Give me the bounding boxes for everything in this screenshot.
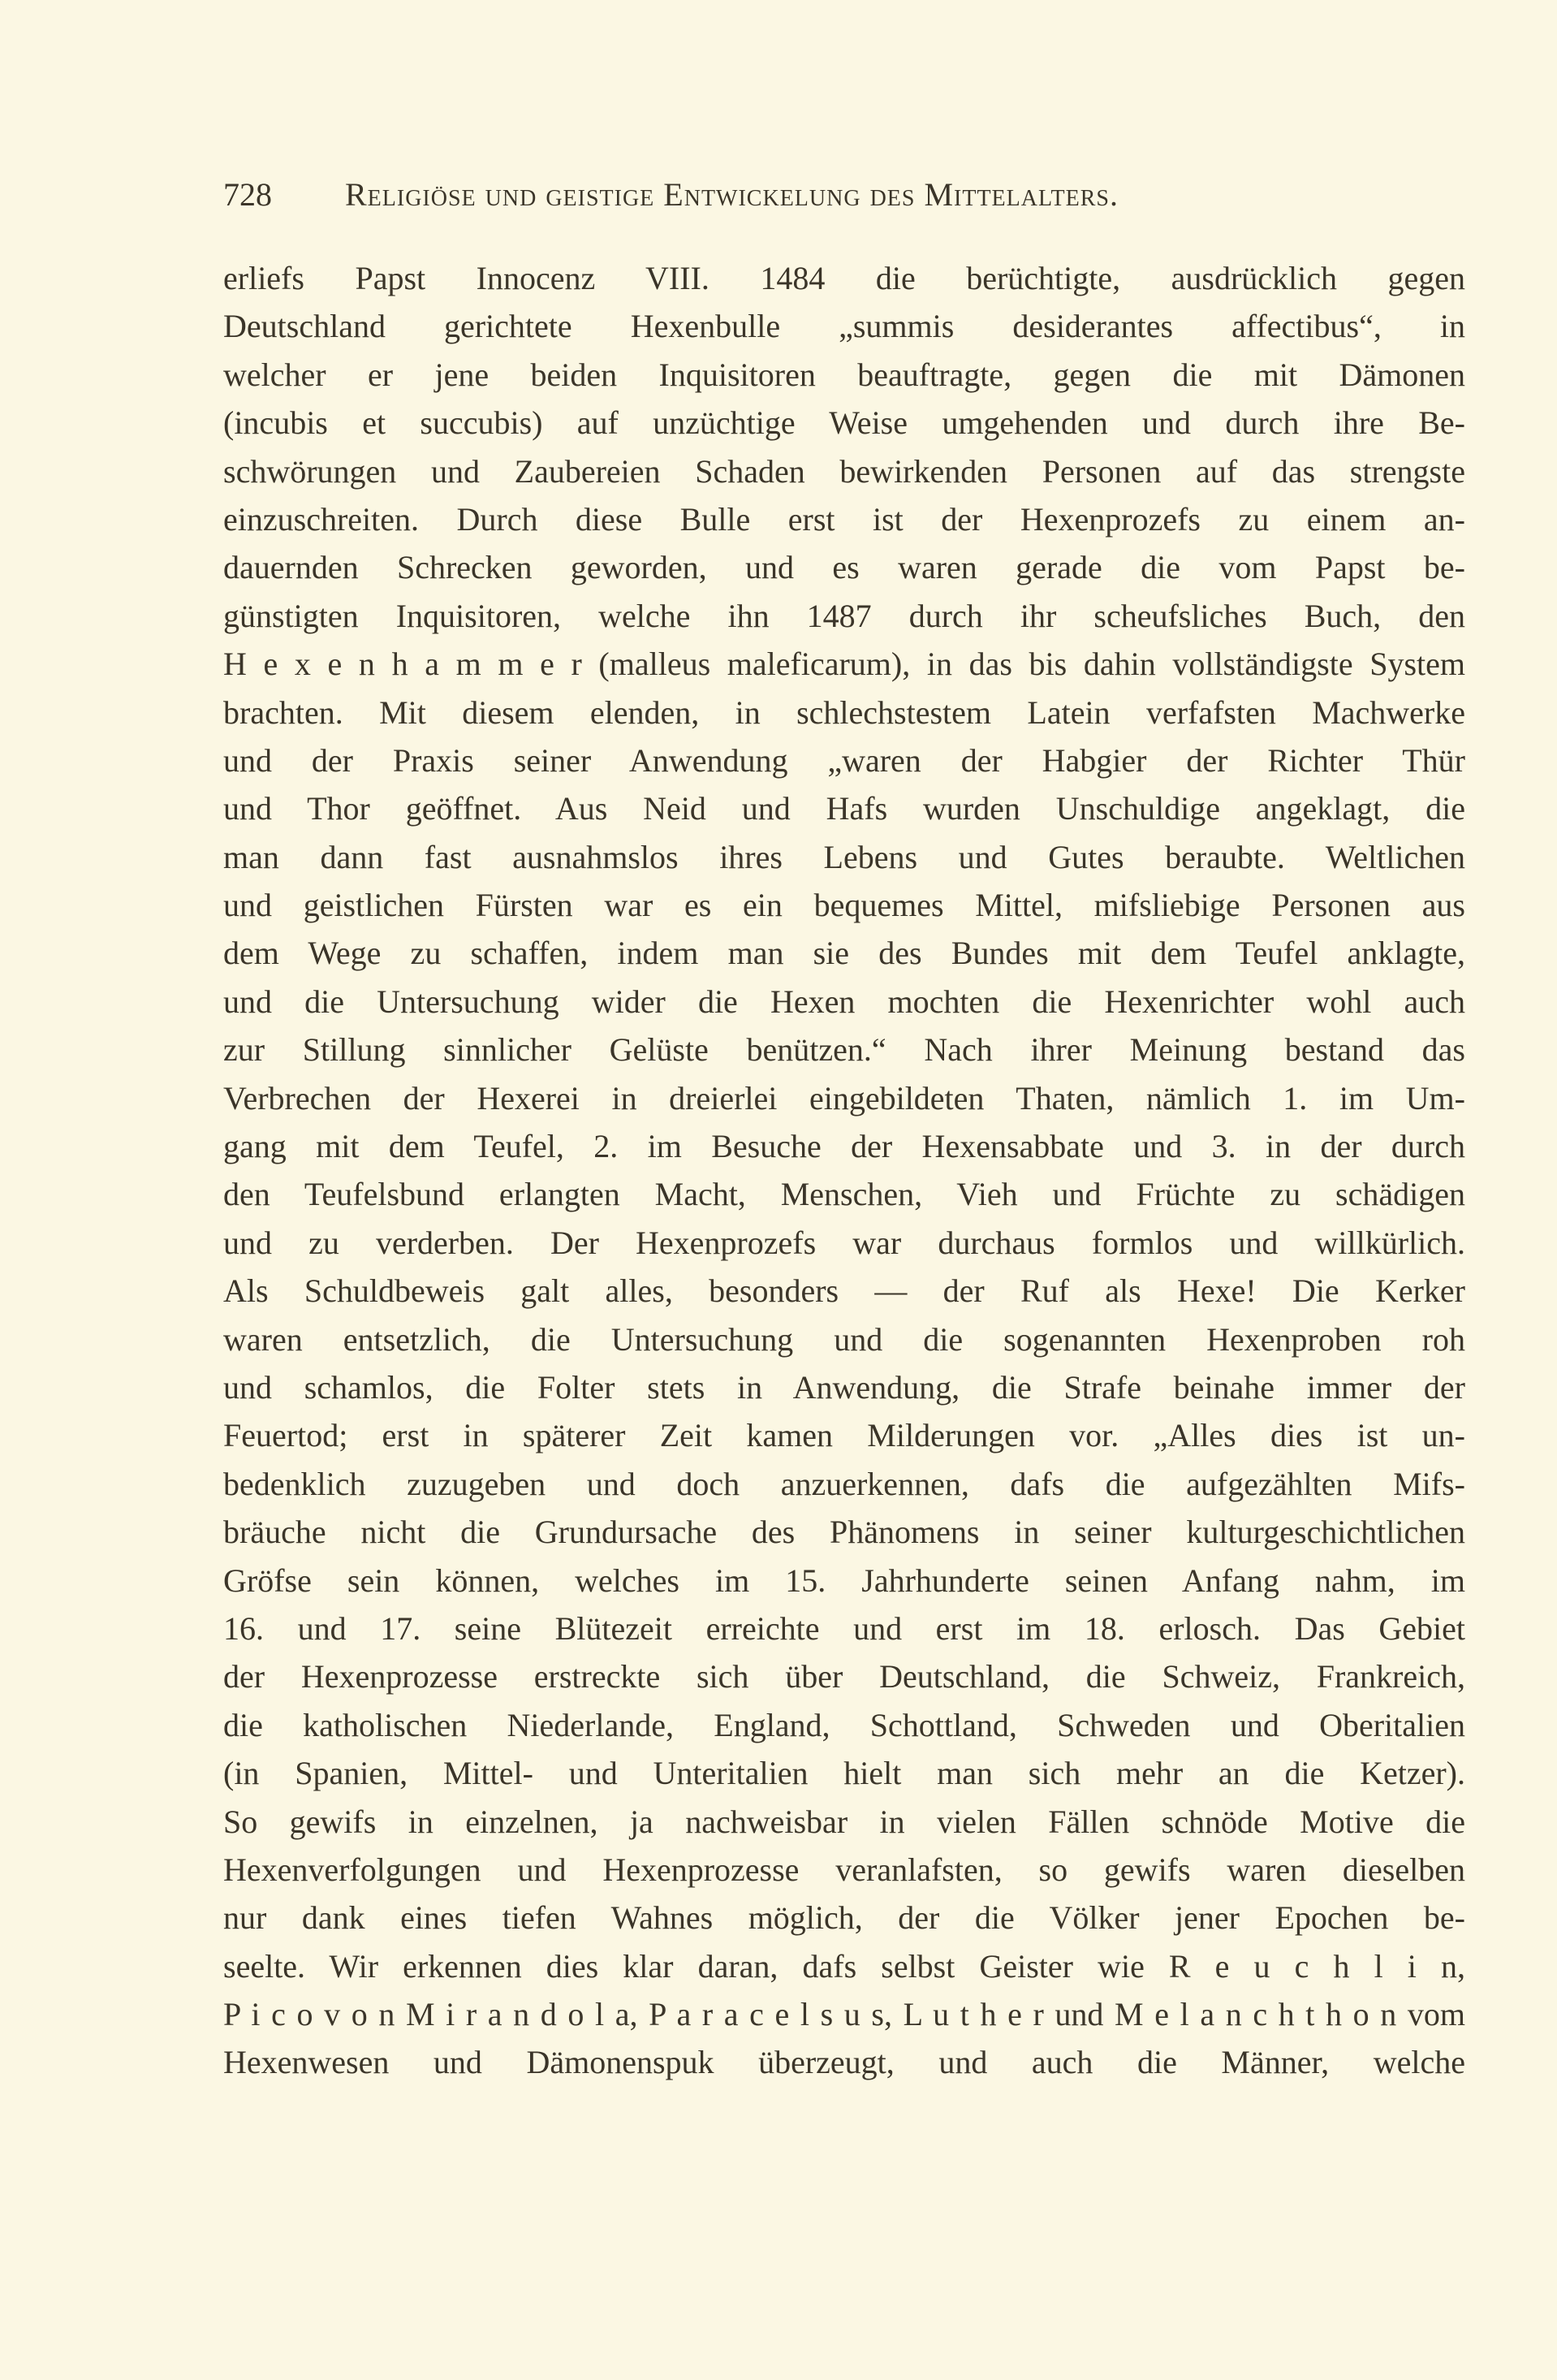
text-line: Feuertod; erst in späterer Zeit kamen Milderungen vor. „Alles dies ist un- [223, 1417, 1465, 1454]
text-line: den Teufelsbund erlangten Macht, Menschen, Vieh und Früchte zu schädigen [223, 1176, 1465, 1213]
text-line: (incubis et succubis) auf unzüchtige Weise umgehenden und durch ihre Be- [223, 404, 1465, 442]
text-line: man dann fast ausnahmslos ihres Lebens und Gutes beraubte. Weltlichen [223, 838, 1465, 875]
text-line: Hexenverfolgungen und Hexenprozesse veranlafsten, so gewifs waren dieselben [223, 1851, 1465, 1888]
text-line: und Thor geöffnet. Aus Neid und Hafs wurden Unschuldige angeklagt, die [223, 790, 1465, 827]
page-number: 728 [223, 176, 272, 213]
text-line: 16. und 17. seine Blütezeit erreichte und erst im 18. erlosch. Das Gebiet [223, 1609, 1465, 1647]
text-line: günstigten Inquisitoren, welche ihn 1487 durch ihr scheufsliches Buch, den [223, 597, 1465, 634]
text-line: dauernden Schrecken geworden, und es waren gerade die vom Papst be- [223, 549, 1465, 586]
text-line: die katholischen Niederlande, England, Schottland, Schweden und Oberitalien [223, 1706, 1465, 1743]
text-line: erliefs Papst Innocenz VIII. 1484 die berüchtigte, ausdrücklich gegen [223, 260, 1465, 296]
text-line: So gewifs in einzelnen, ja nachweisbar in vielen Fällen schnöde Motive die [223, 1803, 1465, 1840]
text-line: dem Wege zu schaffen, indem man sie des Bundes mit dem Teufel anklagte, [223, 935, 1465, 972]
text-line: schwörungen und Zaubereien Schaden bewirkenden Personen auf das strengste [223, 452, 1465, 490]
text-line: nur dank eines tiefen Wahnes möglich, der die Völker jener Epochen be- [223, 1899, 1465, 1937]
text-line: bedenklich zuzugeben und doch anzuerkennen, dafs die aufgezählten Mifs- [223, 1465, 1465, 1502]
text-line: zur Stillung sinnlicher Gelüste benützen.“ Nach ihrer Meinung bestand das [223, 1031, 1465, 1069]
text-line: der Hexenprozesse erstreckte sich über Deutschland, die Schweiz, Frankreich, [223, 1658, 1465, 1695]
text-line: waren entsetzlich, die Untersuchung und die sogenannten Hexenproben roh [223, 1320, 1465, 1358]
text-line: welcher er jene beiden Inquisitoren beauftragte, gegen die mit Dämonen [223, 356, 1465, 393]
text-line: gang mit dem Teufel, 2. im Besuche der Hexensabbate und 3. in der durch [223, 1128, 1465, 1165]
running-title: Religiöse und geistige Entwickelung des Mittelalters. [345, 176, 1119, 213]
text-line: (in Spanien, Mittel- und Unteritalien hielt man sich mehr an die Ketzer). [223, 1755, 1465, 1792]
text-line: Deutschland gerichtete Hexenbulle „summis desiderantes affectibus“, in [223, 308, 1465, 345]
text-line: Verbrechen der Hexerei in dreierlei eingebildeten Thaten, nämlich 1. im Um- [223, 1079, 1465, 1117]
text-line: und geistlichen Fürsten war es ein bequemes Mittel, mifsliebige Personen aus [223, 887, 1465, 924]
text-line: und der Praxis seiner Anwendung „waren der Habgier der Richter Thür [223, 741, 1465, 779]
text-line: einzuschreiten. Durch diese Bulle erst ist der Hexenprozefs zu einem an- [223, 500, 1465, 538]
body-text [223, 254, 1465, 2087]
text-line: und zu verderben. Der Hexenprozefs war durchaus formlos und willkürlich. [223, 1224, 1465, 1261]
running-header [223, 171, 1465, 219]
text-line: seelte. Wir erkennen dies klar daran, dafs selbst Geister wie R e u c h l i n, [223, 1947, 1465, 1985]
text-line: P i c o v o n M i r a n d o l a, P a r a c e l s u s, L u t h e r und M e l a n c h t h o n vom [223, 1996, 1465, 2033]
text-line: Gröfse sein können, welches im 15. Jahrhunderte seinen Anfang nahm, im [223, 1561, 1465, 1599]
text-line: brachten. Mit diesem elenden, in schlechstestem Latein verfafsten Machwerke [223, 693, 1465, 731]
text-line: und die Untersuchung wider die Hexen mochten die Hexenrichter wohl auch [223, 983, 1465, 1020]
text-line: und schamlos, die Folter stets in Anwendung, die Strafe beinahe immer der [223, 1368, 1465, 1406]
text-line: Hexenwesen und Dämonenspuk überzeugt, und auch die Männer, welche [223, 2044, 1465, 2081]
text-line: H e x e n h a m m e r (malleus maleficarum), in das bis dahin vollständigste System [223, 646, 1465, 683]
text-line: Als Schuldbeweis galt alles, besonders — der Ruf als Hexe! Die Kerker [223, 1272, 1465, 1310]
text-line: bräuche nicht die Grundursache des Phänomens in seiner kulturgeschichtlichen [223, 1514, 1465, 1551]
